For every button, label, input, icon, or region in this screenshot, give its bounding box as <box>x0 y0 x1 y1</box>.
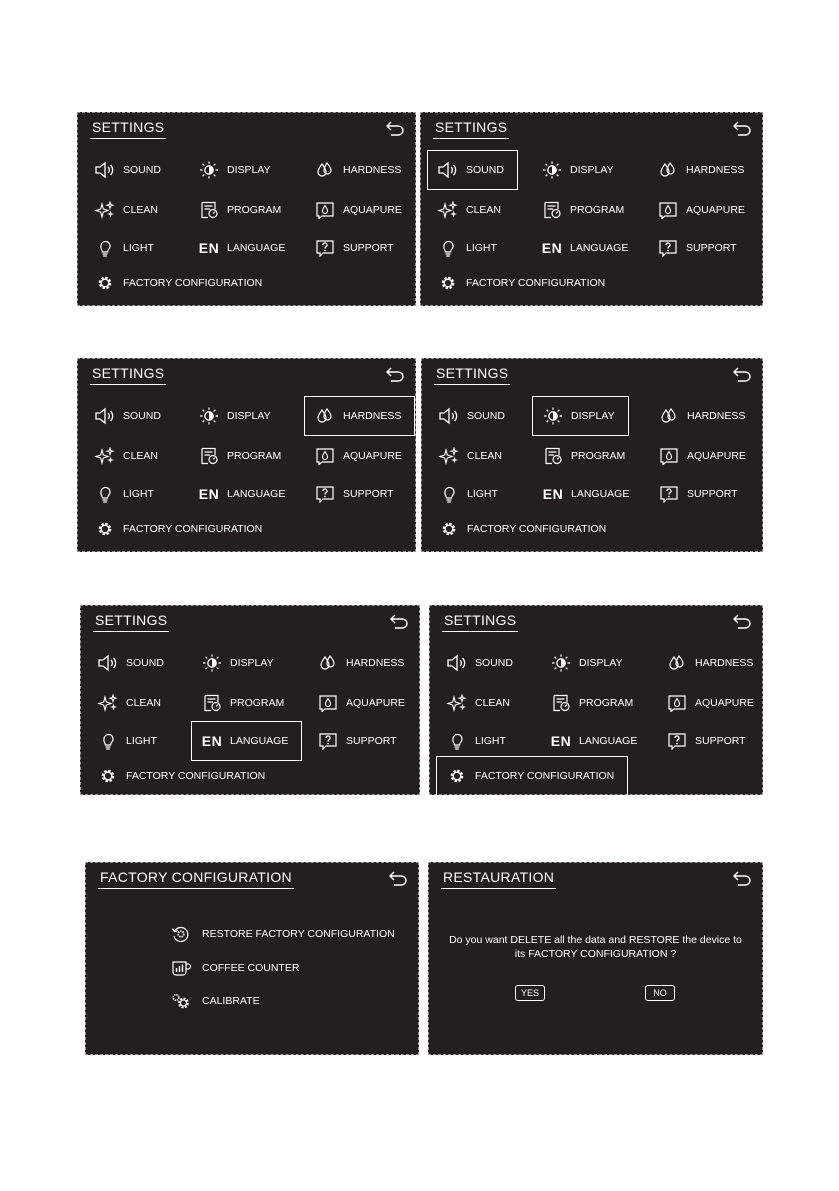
display-label: DISPLAY <box>227 409 271 422</box>
settings-item-clean[interactable] <box>437 199 501 221</box>
hardness-label: HARDNESS <box>343 409 402 422</box>
sound-icon <box>437 161 459 179</box>
light-label: LIGHT <box>123 241 154 254</box>
settings-item-sound[interactable] <box>94 405 161 427</box>
settings-item-clean[interactable] <box>438 445 502 467</box>
settings-item-language[interactable] <box>201 730 288 752</box>
light-label: LIGHT <box>123 487 154 500</box>
restore-label: RESTORE FACTORY CONFIGURATION <box>202 928 395 940</box>
settings-item-factory-configuration[interactable] <box>94 272 262 294</box>
settings-item-aquapure[interactable] <box>666 692 754 714</box>
support-icon <box>657 239 679 257</box>
language-label: LANGUAGE <box>230 734 289 747</box>
program-icon <box>542 447 564 465</box>
sound-label: SOUND <box>475 656 513 669</box>
sound-icon <box>438 407 460 425</box>
program-label: PROGRAM <box>230 696 285 709</box>
language-label: LANGUAGE <box>570 241 629 254</box>
settings-item-light[interactable] <box>94 483 154 505</box>
support-icon <box>314 485 336 503</box>
page-title: SETTINGS <box>90 119 166 139</box>
settings-item-display[interactable] <box>201 652 274 674</box>
sound-label: SOUND <box>126 656 164 669</box>
settings-item-aquapure[interactable] <box>314 445 402 467</box>
program-label: PROGRAM <box>570 203 625 216</box>
settings-item-sound[interactable] <box>97 652 164 674</box>
coffee-counter-icon <box>170 959 192 977</box>
settings-item-aquapure[interactable] <box>317 692 405 714</box>
gear-icon <box>97 767 119 785</box>
back-arrow-icon[interactable] <box>732 366 752 382</box>
restore-icon <box>170 925 192 943</box>
display-label: DISPLAY <box>571 409 615 422</box>
clean-label: CLEAN <box>466 203 502 216</box>
settings-screen <box>77 358 416 552</box>
program-label: PROGRAM <box>571 449 626 462</box>
page-title: RESTAURATION <box>441 869 556 889</box>
settings-item-language[interactable] <box>198 483 285 505</box>
page-title: SETTINGS <box>442 612 518 632</box>
settings-item-sound[interactable] <box>94 159 161 181</box>
settings-item-light[interactable] <box>446 730 506 752</box>
display-label: DISPLAY <box>579 656 623 669</box>
display-icon <box>198 407 220 425</box>
settings-item-program[interactable] <box>550 692 633 714</box>
settings-item-display[interactable] <box>541 159 614 181</box>
aquapure-label: AQUAPURE <box>343 203 402 216</box>
back-arrow-icon[interactable] <box>732 613 752 629</box>
display-label: DISPLAY <box>227 163 271 176</box>
aquapure-label: AQUAPURE <box>343 449 402 462</box>
aquapure-icon <box>657 201 679 219</box>
program-icon <box>550 694 572 712</box>
light-icon <box>97 732 119 750</box>
light-label: LIGHT <box>475 734 506 747</box>
display-icon <box>541 161 563 179</box>
support-label: SUPPORT <box>343 241 394 254</box>
hardness-label: HARDNESS <box>686 163 745 176</box>
sound-label: SOUND <box>123 163 161 176</box>
settings-item-light[interactable] <box>438 483 498 505</box>
language-code: EN <box>541 240 563 256</box>
light-icon <box>438 485 460 503</box>
support-label: SUPPORT <box>343 487 394 500</box>
settings-item-hardness[interactable] <box>317 652 404 674</box>
aquapure-icon <box>317 694 339 712</box>
language-label: LANGUAGE <box>579 734 638 747</box>
light-label: LIGHT <box>126 734 157 747</box>
settings-item-factory-configuration[interactable] <box>97 765 265 787</box>
confirmation-message <box>429 933 762 961</box>
settings-item-support[interactable] <box>317 730 397 752</box>
settings-item-program[interactable] <box>201 692 284 714</box>
factory-configuration-label: FACTORY CONFIGURATION <box>467 522 607 535</box>
clean-icon <box>94 447 116 465</box>
support-icon <box>317 732 339 750</box>
restore-factory-configuration-item[interactable] <box>170 925 395 943</box>
clean-label: CLEAN <box>475 696 511 709</box>
settings-item-sound[interactable] <box>446 652 513 674</box>
support-label: SUPPORT <box>695 734 746 747</box>
settings-item-language[interactable] <box>541 237 628 259</box>
factory-configuration-label: FACTORY CONFIGURATION <box>123 522 263 535</box>
settings-item-program[interactable] <box>198 445 281 467</box>
settings-screen <box>80 605 420 795</box>
language-code: EN <box>198 240 220 256</box>
hardness-icon <box>314 161 336 179</box>
back-arrow-icon[interactable] <box>388 870 408 886</box>
gear-icon <box>446 767 468 785</box>
hardness-label: HARDNESS <box>343 163 402 176</box>
gear-icon <box>437 274 459 292</box>
coffee-counter-item[interactable] <box>170 959 299 977</box>
settings-item-hardness[interactable] <box>314 405 401 427</box>
aquapure-label: AQUAPURE <box>686 203 745 216</box>
language-code: EN <box>550 733 572 749</box>
settings-item-light[interactable] <box>97 730 157 752</box>
settings-item-program[interactable] <box>198 199 281 221</box>
aquapure-label: AQUAPURE <box>346 696 405 709</box>
light-icon <box>446 732 468 750</box>
clean-icon <box>438 447 460 465</box>
sound-label: SOUND <box>123 409 161 422</box>
program-icon <box>198 447 220 465</box>
hardness-label: HARDNESS <box>695 656 754 669</box>
settings-item-display[interactable] <box>542 405 615 427</box>
settings-item-sound[interactable] <box>438 405 505 427</box>
back-arrow-icon[interactable] <box>385 120 405 136</box>
settings-item-light[interactable] <box>94 237 154 259</box>
clean-icon <box>94 201 116 219</box>
no-button[interactable]: NO <box>645 985 675 1001</box>
display-icon <box>550 654 572 672</box>
aquapure-icon <box>666 694 688 712</box>
factory-configuration-label: FACTORY CONFIGURATION <box>123 276 263 289</box>
settings-item-language[interactable] <box>542 483 629 505</box>
hardness-icon <box>666 654 688 672</box>
program-icon <box>201 694 223 712</box>
page-title: SETTINGS <box>93 612 169 632</box>
clean-icon <box>97 694 119 712</box>
support-label: SUPPORT <box>686 241 737 254</box>
settings-item-hardness[interactable] <box>666 652 753 674</box>
settings-item-aquapure[interactable] <box>657 199 745 221</box>
display-label: DISPLAY <box>230 656 274 669</box>
sound-label: SOUND <box>467 409 505 422</box>
settings-item-language[interactable] <box>198 237 285 259</box>
settings-item-support[interactable] <box>658 483 738 505</box>
settings-item-aquapure[interactable] <box>314 199 402 221</box>
settings-item-program[interactable] <box>541 199 624 221</box>
sound-icon <box>94 161 116 179</box>
settings-screen <box>77 112 416 306</box>
page-title: FACTORY CONFIGURATION <box>98 869 294 889</box>
factory-configuration-label: FACTORY CONFIGURATION <box>466 276 606 289</box>
aquapure-icon <box>314 201 336 219</box>
language-label: LANGUAGE <box>571 487 630 500</box>
display-icon <box>201 654 223 672</box>
language-code: EN <box>542 486 564 502</box>
settings-item-clean[interactable] <box>97 692 161 714</box>
settings-item-support[interactable] <box>314 237 394 259</box>
light-label: LIGHT <box>466 241 497 254</box>
settings-item-language[interactable] <box>550 730 637 752</box>
program-label: PROGRAM <box>227 449 282 462</box>
clean-icon <box>437 201 459 219</box>
support-label: SUPPORT <box>346 734 397 747</box>
calibrate-item[interactable] <box>170 992 260 1010</box>
hardness-label: HARDNESS <box>346 656 405 669</box>
settings-item-display[interactable] <box>198 159 271 181</box>
language-label: LANGUAGE <box>227 241 286 254</box>
clean-label: CLEAN <box>123 449 159 462</box>
settings-item-sound[interactable] <box>437 159 504 181</box>
language-code: EN <box>201 733 223 749</box>
sound-icon <box>97 654 119 672</box>
support-icon <box>666 732 688 750</box>
sound-label: SOUND <box>466 163 504 176</box>
support-icon <box>658 485 680 503</box>
message-line-1: Do you want DELETE all the data and RESTORE the device to <box>449 934 742 946</box>
settings-item-factory-configuration[interactable] <box>437 272 605 294</box>
program-label: PROGRAM <box>227 203 282 216</box>
hardness-label: HARDNESS <box>687 409 746 422</box>
light-icon <box>94 485 116 503</box>
clean-label: CLEAN <box>123 203 159 216</box>
light-icon <box>94 239 116 257</box>
hardness-icon <box>317 654 339 672</box>
message-line-2: its FACTORY CONFIGURATION ? <box>514 948 677 960</box>
support-icon <box>314 239 336 257</box>
settings-item-hardness[interactable] <box>657 159 744 181</box>
back-arrow-icon[interactable] <box>732 120 752 136</box>
settings-item-display[interactable] <box>550 652 623 674</box>
page-title: SETTINGS <box>433 119 509 139</box>
settings-item-clean[interactable] <box>94 445 158 467</box>
factory-configuration-screen <box>85 862 419 1055</box>
light-label: LIGHT <box>467 487 498 500</box>
factory-configuration-label: FACTORY CONFIGURATION <box>475 769 615 782</box>
settings-item-factory-configuration[interactable] <box>438 518 606 540</box>
page-title: SETTINGS <box>434 365 510 385</box>
hardness-icon <box>314 407 336 425</box>
gear-icon <box>94 520 116 538</box>
sound-icon <box>446 654 468 672</box>
language-code: EN <box>198 486 220 502</box>
hardness-icon <box>657 161 679 179</box>
display-icon <box>542 407 564 425</box>
page-title: SETTINGS <box>90 365 166 385</box>
language-label: LANGUAGE <box>227 487 286 500</box>
settings-item-program[interactable] <box>542 445 625 467</box>
aquapure-label: AQUAPURE <box>687 449 746 462</box>
clean-icon <box>446 694 468 712</box>
back-arrow-icon[interactable] <box>389 613 409 629</box>
settings-item-hardness[interactable] <box>314 159 401 181</box>
clean-label: CLEAN <box>467 449 503 462</box>
settings-screen <box>420 112 763 306</box>
settings-item-factory-configuration[interactable] <box>94 518 262 540</box>
program-icon <box>198 201 220 219</box>
back-arrow-icon[interactable] <box>732 870 752 886</box>
yes-button[interactable]: YES <box>515 985 545 1001</box>
program-label: PROGRAM <box>579 696 634 709</box>
aquapure-icon <box>314 447 336 465</box>
gear-icon <box>94 274 116 292</box>
calibrate-icon <box>170 992 192 1010</box>
settings-item-display[interactable] <box>198 405 271 427</box>
gear-icon <box>438 520 460 538</box>
clean-label: CLEAN <box>126 696 162 709</box>
settings-item-light[interactable] <box>437 237 497 259</box>
coffee-counter-label: COFFEE COUNTER <box>202 962 300 974</box>
factory-configuration-label: FACTORY CONFIGURATION <box>126 769 266 782</box>
settings-screen <box>429 605 763 795</box>
settings-item-support[interactable] <box>657 237 737 259</box>
program-icon <box>541 201 563 219</box>
settings-item-clean[interactable] <box>94 199 158 221</box>
settings-item-support[interactable] <box>314 483 394 505</box>
support-label: SUPPORT <box>687 487 738 500</box>
settings-screen <box>421 358 763 552</box>
display-label: DISPLAY <box>570 163 614 176</box>
settings-item-aquapure[interactable] <box>658 445 746 467</box>
settings-item-hardness[interactable] <box>658 405 745 427</box>
calibrate-label: CALIBRATE <box>202 995 260 1007</box>
display-icon <box>198 161 220 179</box>
back-arrow-icon[interactable] <box>385 366 405 382</box>
hardness-icon <box>658 407 680 425</box>
aquapure-icon <box>658 447 680 465</box>
settings-item-factory-configuration[interactable] <box>446 765 614 787</box>
settings-item-clean[interactable] <box>446 692 510 714</box>
sound-icon <box>94 407 116 425</box>
restauration-screen <box>428 862 763 1055</box>
settings-item-support[interactable] <box>666 730 746 752</box>
aquapure-label: AQUAPURE <box>695 696 754 709</box>
light-icon <box>437 239 459 257</box>
